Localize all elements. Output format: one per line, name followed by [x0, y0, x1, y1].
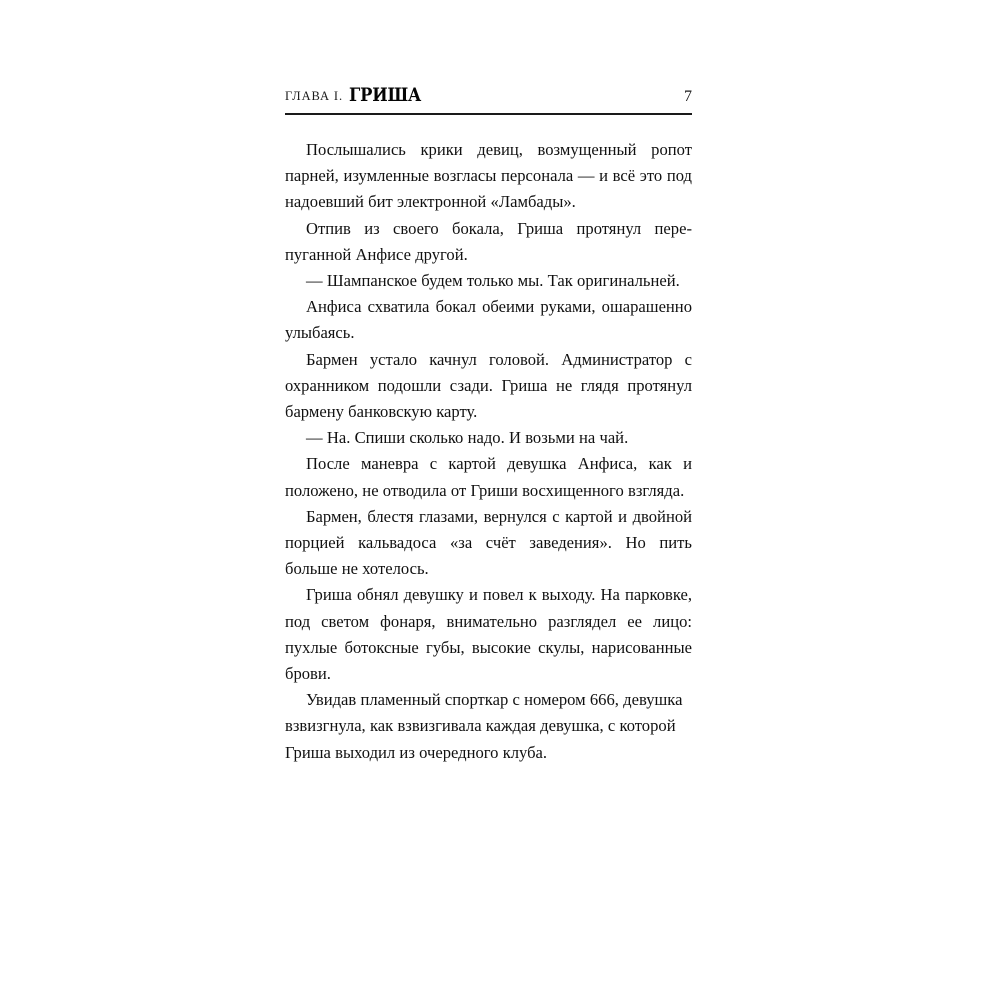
page-number: 7: [684, 88, 692, 105]
running-head-left: [285, 84, 433, 106]
text-block: [285, 84, 692, 766]
paragraph-dialogue: — Шампанское будем только мы. Так оригинальней.: [306, 271, 680, 291]
chapter-title: ГРИША: [348, 84, 422, 106]
paragraph: Бармен, блестя глазами, вернулся с картой и двойной порцией кальвадоса «за счёт заведения». Но пить больше не хотелось.: [285, 506, 692, 579]
paragraph: Отпив из своего бокала, Гриша протянул перепуганной Анфисе другой.: [285, 218, 692, 264]
paragraph: Послышались крики девиц, возмущенный ропот парней, изумленные возгласы персонала — и всё это под надоевший бит электронной «Ламбады».: [285, 140, 692, 212]
chapter-label: ГЛАВА I.: [285, 89, 343, 103]
paragraph: Увидав пламенный спорткар с номером 666, девушка взвизгнула, как взвизгивала каждая девушка, с которой Гриша выходил из очередного клуба.: [285, 690, 683, 762]
running-head: [285, 84, 692, 110]
running-head-rule: [285, 113, 692, 115]
paragraph-dialogue: — На. Спиши сколько надо. И возьми на чай.: [306, 428, 629, 448]
body-text: [285, 137, 692, 766]
paragraph: После маневра с картой девушка Анфиса, как и положено, не отводила от Гриши восхищенного взгляда.: [285, 454, 692, 500]
paragraph: Анфиса схватила бокал обеими руками, ошарашенно улыбаясь.: [285, 297, 692, 343]
paragraph: Бармен устало качнул головой. Администратор с охранником подошли сзади. Гриша не глядя протянул бармену банковскую карту.: [285, 349, 692, 422]
paragraph: Гриша обнял девушку и повел к выходу. На парковке, под светом фонаря, внимательно разглядел ее лицо: пухлые ботоксные губы, высокие скулы, нарисованные брови.: [285, 585, 692, 684]
